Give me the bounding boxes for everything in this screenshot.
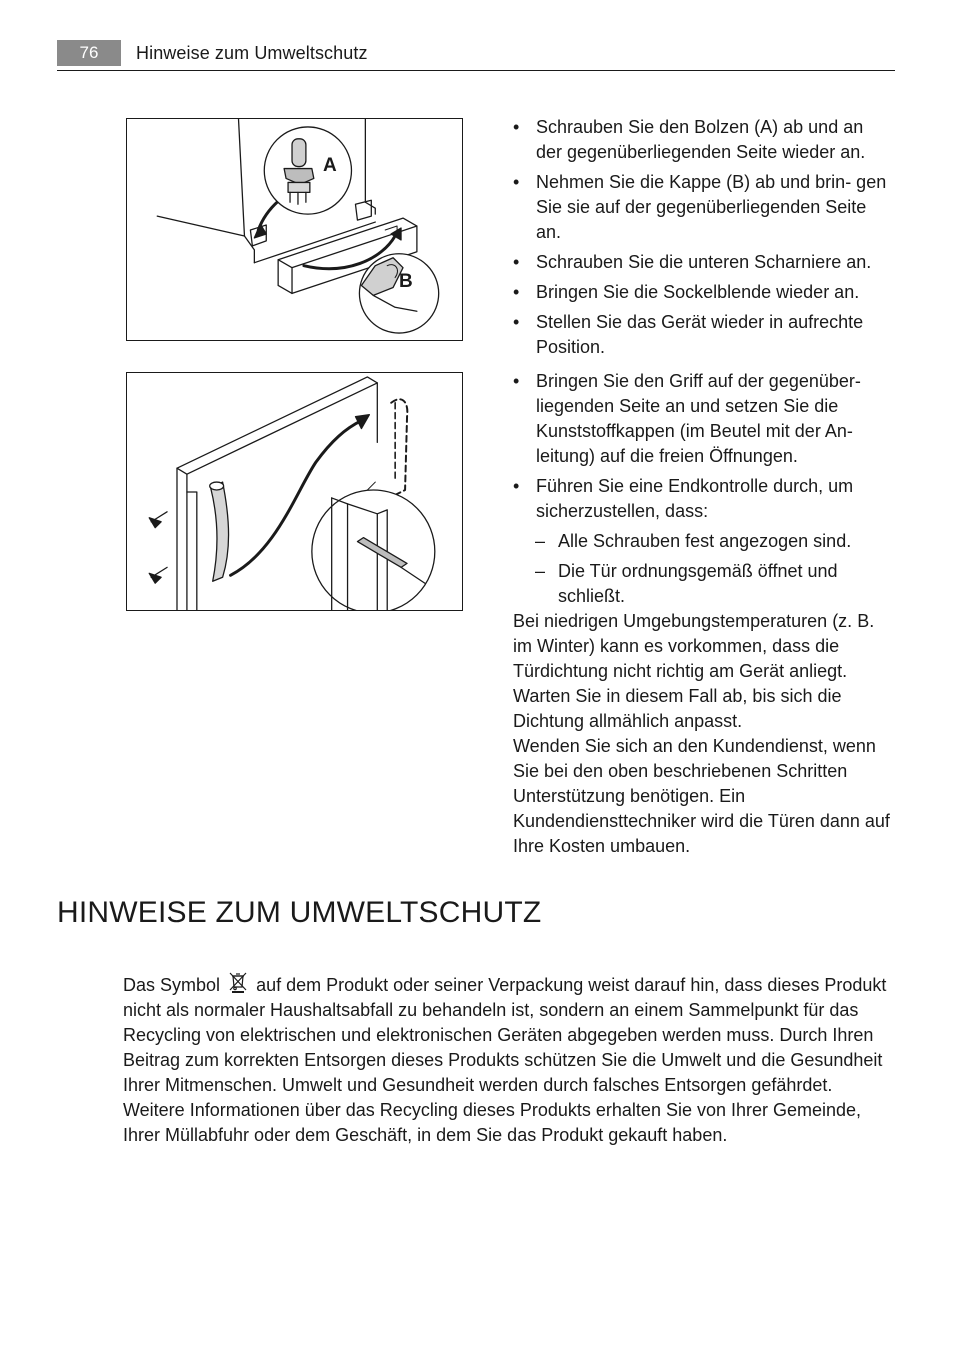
check-item-text: Die Tür ordnungsgemäß öffnet und schließt.	[558, 561, 838, 606]
running-title: Hinweise zum Umweltschutz	[136, 43, 368, 63]
low-temperature-note: Bei niedrigen Umgebungstemperaturen (z. B. im Winter) kann es vorkommen, dass die Türdichtung nicht richtig am Gerät anliegt. Warten Sie in diesem Fall ab, bis sich die Dichtung allmählich anpasst.	[513, 611, 875, 731]
bullet-icon: •	[513, 172, 520, 192]
dash-icon: –	[535, 531, 546, 551]
list-item	[513, 280, 893, 305]
check-item	[513, 529, 893, 554]
text-before-symbol: Das Symbol	[123, 975, 221, 995]
list-item-text: Bringen Sie die Sockelblende wieder an.	[536, 282, 860, 302]
crossed-out-wheelie-bin-icon	[227, 970, 249, 994]
instruction-list-2	[513, 369, 893, 609]
list-item	[513, 115, 893, 165]
bullet-icon: •	[513, 476, 520, 496]
instructions-column	[513, 115, 893, 859]
check-list	[513, 529, 893, 609]
bullet-icon: •	[513, 252, 520, 272]
list-item-text: Nehmen Sie die Kappe (B) ab und brin- gen Sie sie auf der gegenüberliegenden Seite an.	[536, 172, 887, 242]
environment-paragraph	[123, 970, 893, 1148]
check-item-text: Alle Schrauben fest angezogen sind.	[558, 531, 852, 551]
list-item	[513, 310, 893, 360]
list-item-text: Führen Sie eine Endkontrolle durch, um sicherzustellen, dass:	[536, 476, 854, 521]
bullet-icon: •	[513, 371, 520, 391]
hinge-illustration	[126, 118, 463, 341]
text-after-symbol: auf dem Produkt oder seiner Verpackung weist darauf hin, dass dieses Produkt nicht als normaler Haushaltsabfall zu behandeln ist, sondern an einem Sammelpunkt für das Recycling von elektrischen und elektronischen Geräten abgegeben werden muss. Durch Ihren Beitrag zum korrekten Entsorgen dieses Produkts schützen Sie die Umwelt und die Gesundheit Ihrer Mitmenschen. Umwelt und Gesundheit werden durch falsches Entsorgen gefährdet. Weitere Informationen über das Recycling dieses Produkts erhalten Sie von Ihrer Gemeinde, Ihrer Müllabfuhr oder dem Geschäft, in dem Sie das Produkt gekauft haben.	[123, 975, 887, 1145]
list-item	[513, 170, 893, 245]
list-item	[513, 369, 893, 469]
page-number: 76	[57, 40, 121, 66]
label-a: A	[323, 155, 337, 176]
label-b: B	[399, 271, 413, 292]
list-item-text: Schrauben Sie den Bolzen (A) ab und an der gegenüberliegenden Seite wieder an.	[536, 117, 866, 162]
handle-illustration	[126, 372, 463, 611]
bullet-icon: •	[513, 117, 520, 137]
list-item	[513, 250, 893, 275]
check-item	[513, 559, 893, 609]
list-item-text: Stellen Sie das Gerät wieder in aufrechte Position.	[536, 312, 864, 357]
instruction-list-1	[513, 115, 893, 360]
bullet-icon: •	[513, 312, 520, 332]
dash-icon: –	[535, 561, 546, 581]
section-heading: HINWEISE ZUM UMWELTSCHUTZ	[57, 896, 542, 929]
list-item	[513, 474, 893, 609]
list-item-text: Schrauben Sie die unteren Scharniere an.	[536, 252, 872, 272]
bullet-icon: •	[513, 282, 520, 302]
list-item-text: Bringen Sie den Griff auf der gegenüber- liegenden Seite an und setzen Sie die Kunststoffkappen (im Beutel mit der An- leitung) auf die freien Öffnungen.	[536, 371, 861, 466]
service-note: Wenden Sie sich an den Kundendienst, wenn Sie bei den oben beschriebenen Schritten Unterstützung benötigen. Ein Kundendiensttechniker wird die Türen dann auf Ihre Kosten umbauen.	[513, 736, 890, 856]
page-header	[57, 40, 895, 71]
